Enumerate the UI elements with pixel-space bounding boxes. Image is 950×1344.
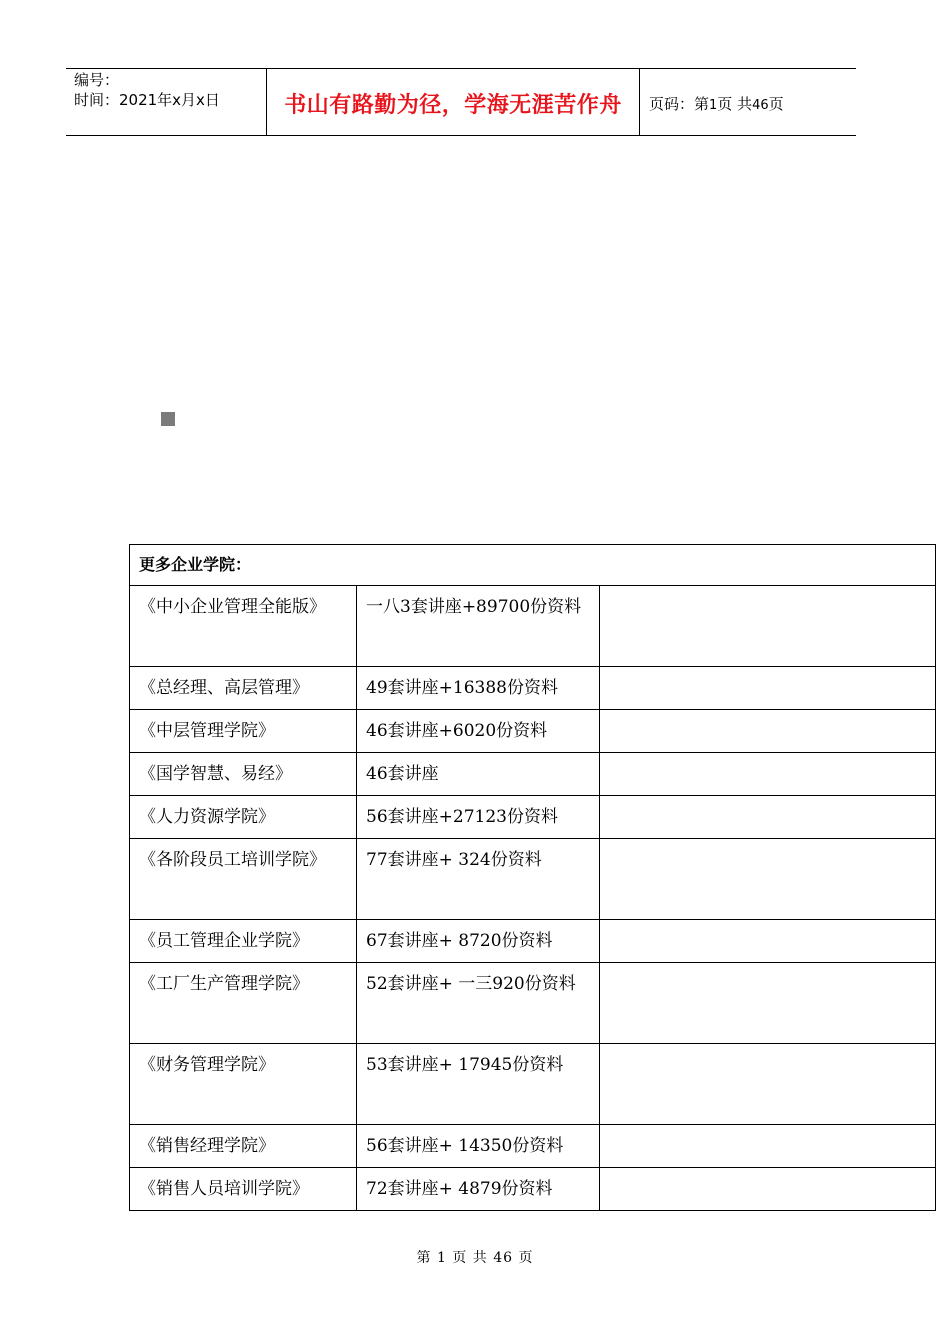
header-bottom-rule bbox=[66, 135, 856, 136]
empty-cell bbox=[600, 586, 936, 667]
academy-description: 56套讲座+ 14350份资料 bbox=[357, 1125, 600, 1168]
academy-description: 72套讲座+ 4879份资料 bbox=[357, 1168, 600, 1211]
empty-cell bbox=[600, 1125, 936, 1168]
academy-description: 52套讲座+ 一三920份资料 bbox=[357, 963, 600, 1044]
header-divider-right bbox=[639, 68, 640, 136]
academy-description: 46套讲座 bbox=[357, 753, 600, 796]
academy-name: 《人力资源学院》 bbox=[130, 796, 357, 839]
header-top-rule bbox=[66, 68, 856, 69]
academy-name: 《财务管理学院》 bbox=[130, 1044, 357, 1125]
table-row bbox=[130, 667, 936, 710]
academy-table bbox=[129, 544, 936, 1211]
empty-cell bbox=[600, 839, 936, 920]
empty-cell bbox=[600, 963, 936, 1044]
academy-name: 《各阶段员工培训学院》 bbox=[130, 839, 357, 920]
page-prefix: 页码：第 bbox=[649, 95, 710, 113]
page-suffix: 页 bbox=[768, 95, 784, 113]
table-row bbox=[130, 1125, 936, 1168]
table-title-row bbox=[130, 545, 936, 586]
table-row bbox=[130, 1168, 936, 1211]
empty-cell bbox=[600, 796, 936, 839]
academy-description: 67套讲座+ 8720份资料 bbox=[357, 920, 600, 963]
empty-cell bbox=[600, 920, 936, 963]
table-row bbox=[130, 920, 936, 963]
page-total: 46 bbox=[752, 98, 769, 113]
empty-cell bbox=[600, 667, 936, 710]
empty-cell bbox=[600, 753, 936, 796]
academy-name: 《员工管理企业学院》 bbox=[130, 920, 357, 963]
academy-description: 56套讲座+27123份资料 bbox=[357, 796, 600, 839]
table-row bbox=[130, 963, 936, 1044]
table-row bbox=[130, 753, 936, 796]
academy-name: 《中小企业管理全能版》 bbox=[130, 586, 357, 667]
academy-name: 《销售经理学院》 bbox=[130, 1125, 357, 1168]
table-row bbox=[130, 1044, 936, 1125]
page-mid: 页 共 bbox=[717, 95, 753, 113]
empty-cell bbox=[600, 1044, 936, 1125]
table-row bbox=[130, 796, 936, 839]
table-row bbox=[130, 586, 936, 667]
academy-description: 49套讲座+16388份资料 bbox=[357, 667, 600, 710]
academy-name: 《工厂生产管理学院》 bbox=[130, 963, 357, 1044]
academy-description: 46套讲座+6020份资料 bbox=[357, 710, 600, 753]
academy-name: 《总经理、高层管理》 bbox=[130, 667, 357, 710]
number-label: 编号： bbox=[74, 71, 120, 89]
academy-description: 77套讲座+ 324份资料 bbox=[357, 839, 600, 920]
academy-name: 《销售人员培训学院》 bbox=[130, 1168, 357, 1211]
header-meta bbox=[74, 70, 220, 110]
page-footer: 第 1 页 共 46 页 bbox=[416, 1250, 534, 1266]
academy-name: 《中层管理学院》 bbox=[130, 710, 357, 753]
empty-cell bbox=[600, 1168, 936, 1211]
academy-description: 一八3套讲座+89700份资料 bbox=[357, 586, 600, 667]
empty-cell bbox=[600, 710, 936, 753]
time-label: 时间：2021年x月x日 bbox=[74, 91, 220, 109]
table-title: 更多企业学院： bbox=[130, 545, 936, 586]
header-page-info bbox=[649, 93, 784, 114]
table-row bbox=[130, 839, 936, 920]
table-row bbox=[130, 710, 936, 753]
academy-description: 53套讲座+ 17945份资料 bbox=[357, 1044, 600, 1125]
square-bullet-icon bbox=[161, 412, 175, 426]
header-motto: 书山有路勤为径，学海无涯苦作舟 bbox=[284, 93, 622, 118]
academy-name: 《国学智慧、易经》 bbox=[130, 753, 357, 796]
page-number: 1 bbox=[709, 98, 718, 113]
